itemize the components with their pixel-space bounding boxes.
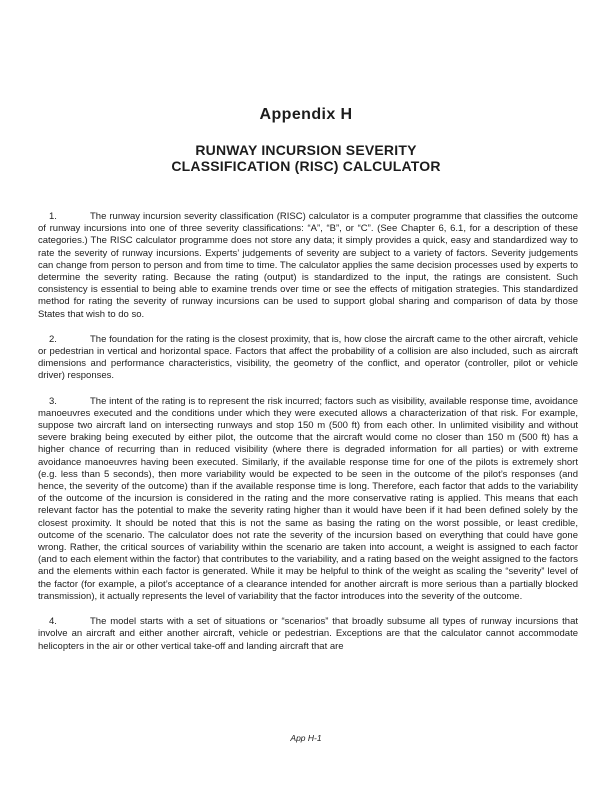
- paragraph-1: [38, 211, 578, 321]
- paragraph-1-number: 1.: [49, 211, 57, 222]
- paragraph-2: [38, 334, 578, 383]
- document-title-line2: CLASSIFICATION (RISC) CALCULATOR: [171, 157, 441, 174]
- paragraph-3-text: The intent of the rating is to represent the risk incurred; factors such as visibility, available response time, avoidance manoeuvres executed and the conditions under which they were executed allows a characterization of that risk. For example, suppose two aircraft land on intersecting runways and stop 150 m (500 ft) from each other. In unlimited visibility and without severe braking being executed by either pilot, the outcome that the aircraft would come no closer than 150 m (500 ft) has a higher chance of recurring than in reduced visibility (where there is degraded information for all parties) or with extreme avoidance manoeuvres having been executed. Similarly, if the available response time for one of the pilots is extremely short (e.g. less than 5 seconds), then more variability would be expected to be seen in the outcome of the pilot’s responses (and hence, the severity of the outcome) than if the available response time is long. Therefore, each factor that adds to the variability of the outcome of the incursion is considered in the rating and the more conservative rating is applied. This means that each relevant factor has the potential to make the severity rating higher than it would have been if it had been defined solely by the closest proximity. It should be noted that this is not the same as basing the rating on the worst possible, or least credible, outcome of the scenario. The calculator does not rate the severity of the incursion based on everything that could have gone wrong. Rather, the critical sources of variability within the scenario are taken into account, a weight is assigned to each factor (and to each element within the factor) that contributes to the variability, and a rating based on the weight assigned to the factors and the elements within each factor is generated. While it may be helpful to think of the weight as scaling the “severity” level of the factor (for example, a pilot’s acceptance of a clearance intended for another aircraft is more serious than a partially blocked transmission), it actually represents the level of variability that the factor introduces into the severity of the outcome.: [38, 395, 578, 602]
- paragraph-3-number: 3.: [49, 395, 57, 407]
- paragraph-1-text: The runway incursion severity classification (RISC) calculator is a computer programme that classifies the outcome of runway incursions into one of three severity classifications: “A”, “B”, or “C”. (See Chapter 6, 6.1, for a description of these categories.) The RISC calculator programme does not store any data; it simply provides a quick, easy and standardized way to rate the severity of runway incursions. Experts’ judgements of severity are subject to a variety of factors. Severity judgements can change from person to person and from time to time. The calculator applies the same decision processes used by experts to determine the severity rating. Because the rating (output) is standardized to the input, the ratings are consistent. Such consistency is essential to being able to examine trends over time or see the effects of mitigation strategies. This standardized method for rating the severity of runway incursions can be used to support global sharing and comparison of data by those States that wish to do so.: [38, 211, 578, 320]
- document-title-line1: RUNWAY INCURSION SEVERITY: [195, 142, 417, 158]
- paragraph-4-number: 4.: [49, 616, 57, 628]
- paragraph-2-number: 2.: [49, 333, 57, 345]
- paragraph-4: [38, 616, 578, 653]
- paragraph-4-text: The model starts with a set of situations or “scenarios” that broadly subsume all types of runway incursions that involve an aircraft and either another aircraft, vehicle or pedestrian. Exceptions are that the calculator cannot accommodate helicopters in the air or other vertical take-off and landing aircraft that are: [38, 616, 578, 652]
- document-title: [0, 143, 612, 174]
- body-text: [38, 211, 578, 666]
- paragraph-2-text: The foundation for the rating is the closest proximity, that is, how close the aircraft came to the other aircraft, vehicle or pedestrian in vertical and horizontal space. Factors that affect the probability of a collision are also included, such as aircraft dimensions and performance characteristics, visibility, the geometry of the conflict, and operator (controller, pilot or vehicle driver) responses.: [38, 333, 578, 382]
- page-footer: App H-1: [290, 733, 322, 743]
- paragraph-3: [38, 396, 578, 603]
- appendix-heading: Appendix H: [259, 106, 353, 123]
